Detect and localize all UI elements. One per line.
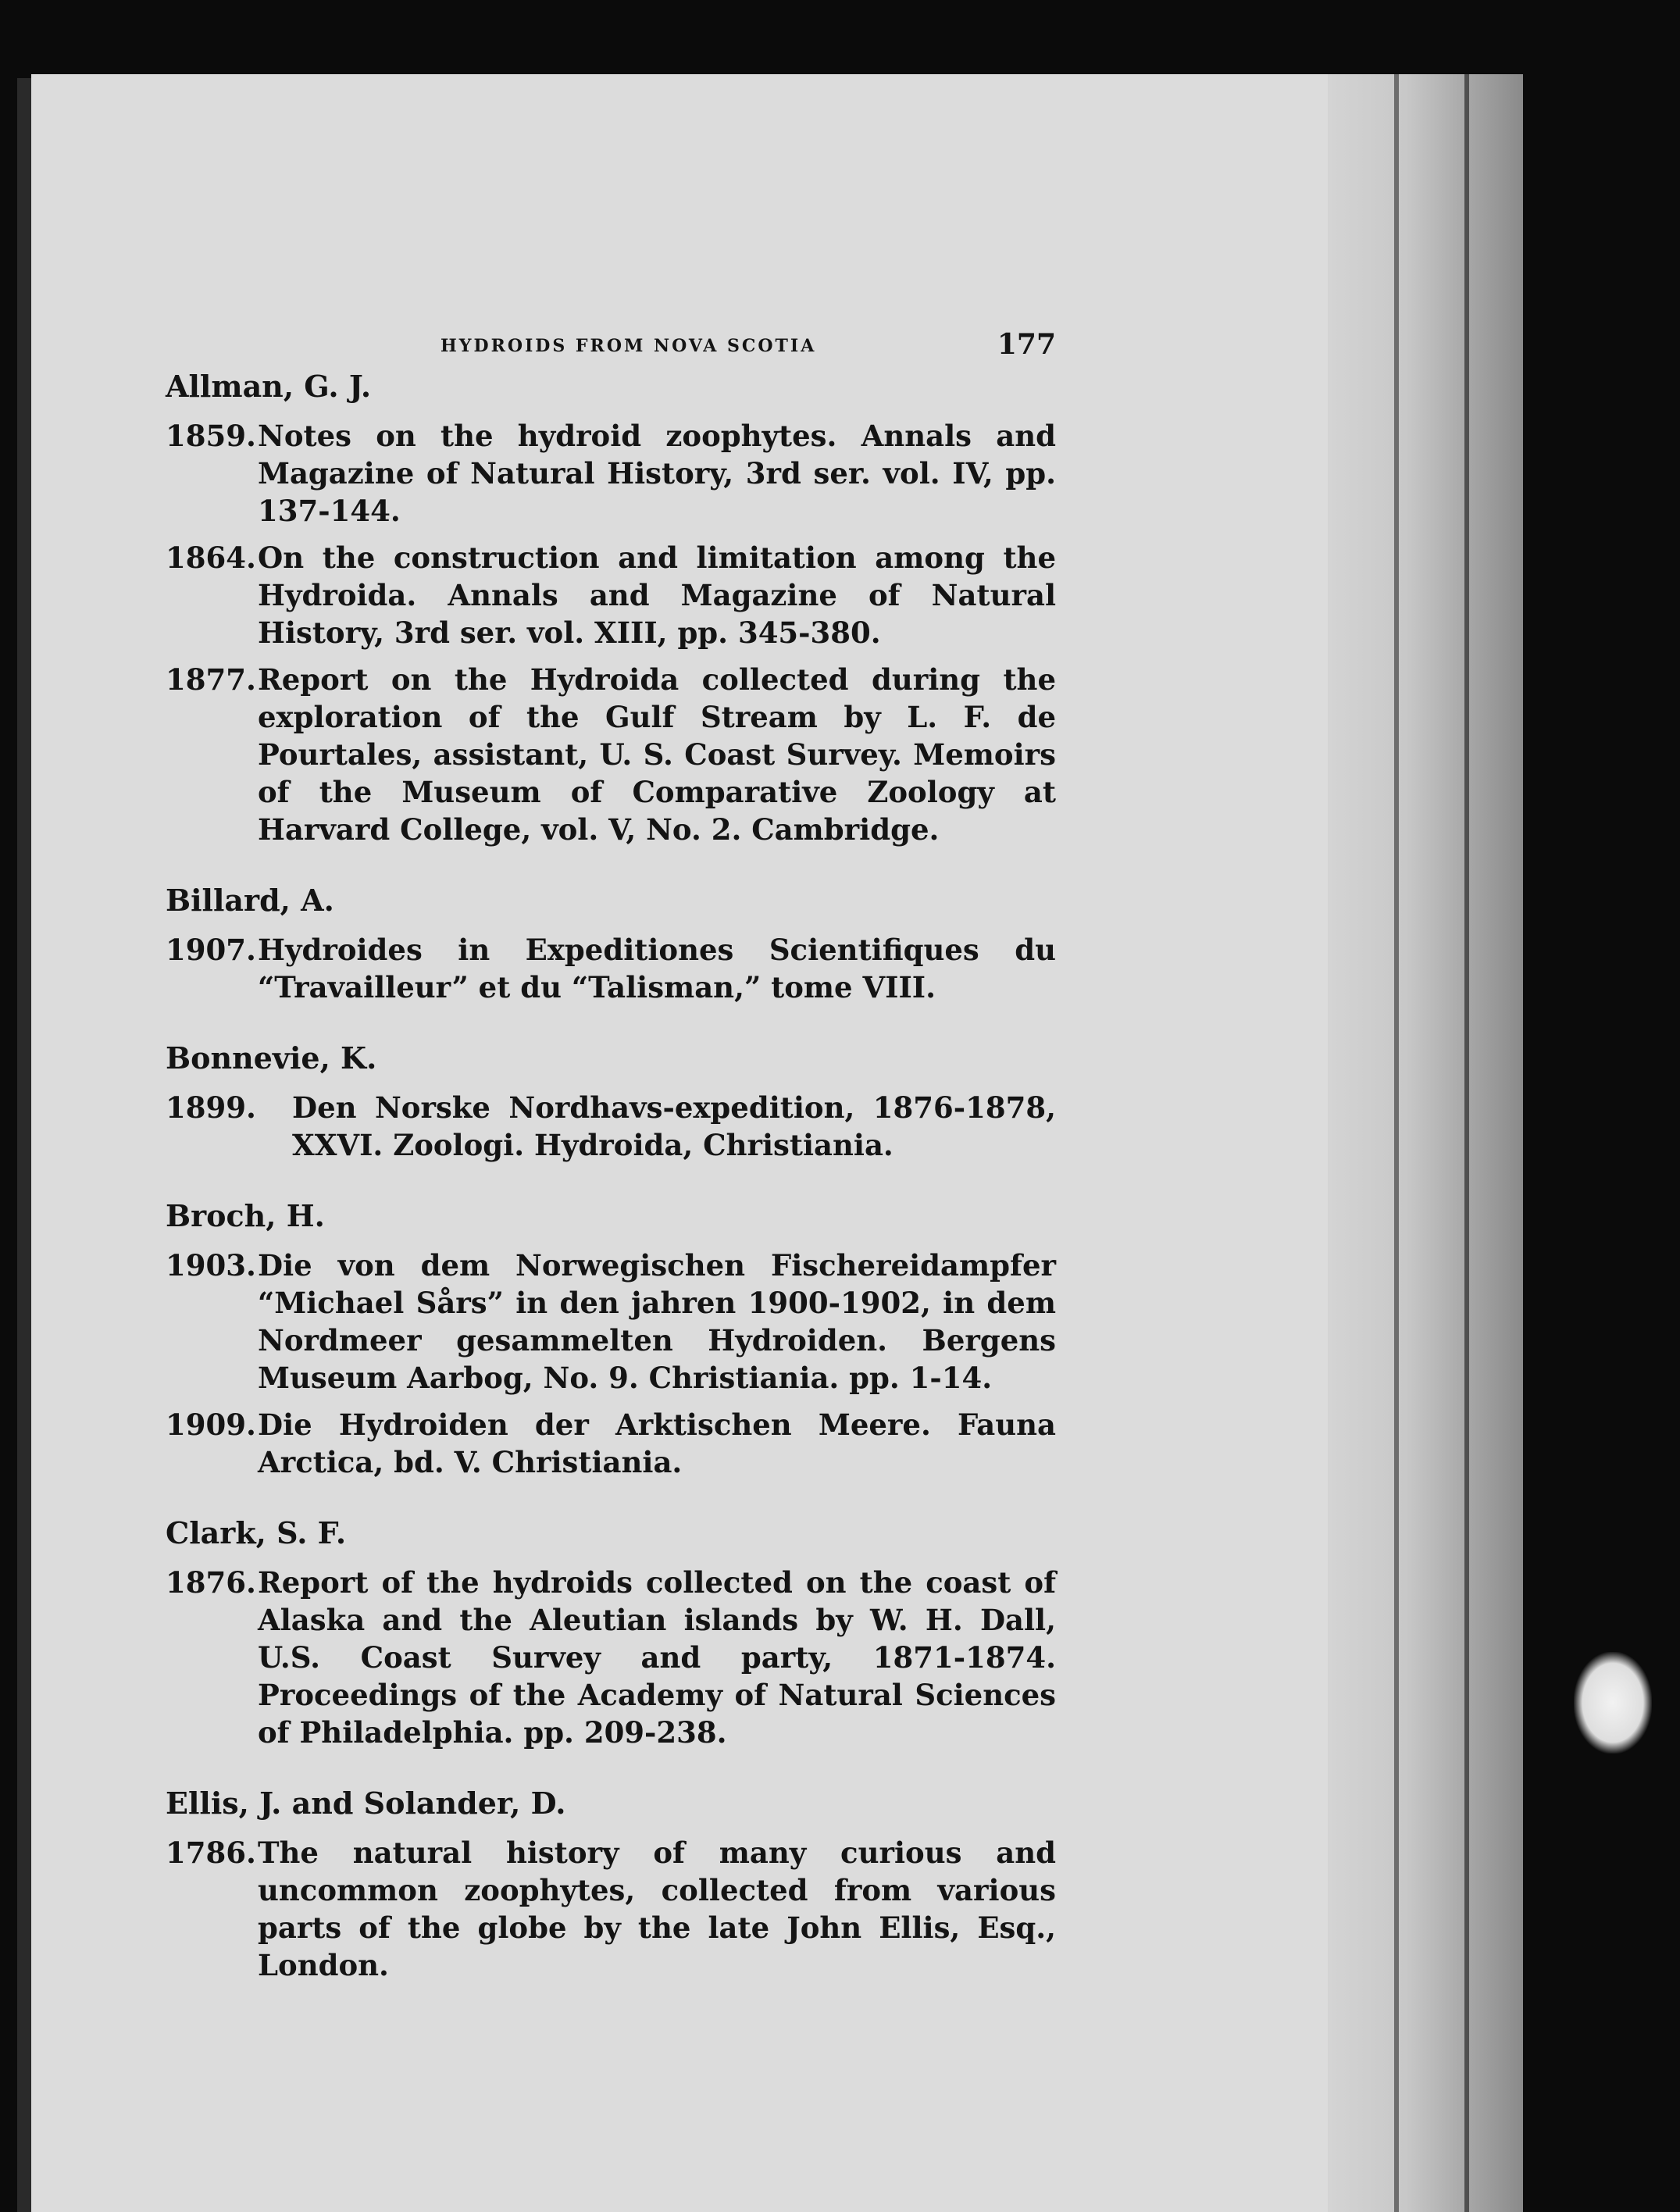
- entry-year: 1859.: [166, 419, 256, 453]
- bibliography-entry: [166, 1089, 1056, 1164]
- entry-year: 1903.: [166, 1248, 256, 1283]
- entry-year: 1877.: [166, 662, 256, 697]
- bibliography-group: [166, 1514, 1056, 1751]
- entry-year: 1907.: [166, 933, 256, 967]
- bibliography-group: [166, 881, 1056, 1006]
- edge-line: [1394, 74, 1399, 2212]
- entry-year: 1864.: [166, 541, 256, 575]
- paper-blemish: [1574, 1652, 1652, 1754]
- bibliography-entry: [166, 417, 1056, 530]
- entry-year: 1876.: [166, 1565, 256, 1600]
- page-edge-stack: [1328, 74, 1523, 2212]
- author-name: Billard, A.: [166, 883, 334, 918]
- page-content: [166, 328, 1056, 2017]
- author-name: Ellis, J. and Solander, D.: [166, 1786, 566, 1821]
- author-name: Bonnevie, K.: [166, 1040, 377, 1076]
- bibliography-entry: [166, 931, 1056, 1006]
- entry-text: Die Hydroiden der Arktischen Meere. Fauna Arctica, bd. V. Christiania.: [258, 1407, 1056, 1479]
- bibliography-group: [166, 367, 1056, 848]
- entry-text: Report on the Hydroida collected during the exploration of the Gulf Stream by L. F. de Pourtales, assistant, U. S. Coast Survey. Memoirs of the Museum of Comparative Zoology at Harvard College, vol. V, No. 2. Cambridge.: [258, 662, 1056, 847]
- bibliography-group: [166, 1197, 1056, 1481]
- entry-year: 1909.: [166, 1407, 256, 1442]
- author-name: Broch, H.: [166, 1198, 325, 1233]
- running-head: [166, 328, 1056, 367]
- entry-text: Report of the hydroids collected on the coast of Alaska and the Aleutian islands by W. H. Dall, U.S. Coast Survey and party, 1871-1874. Proceedings of the Academy of Natural Sciences of Philadelphia. pp. 209-238.: [258, 1565, 1056, 1750]
- author-name: Clark, S. F.: [166, 1515, 347, 1550]
- author-name: Allman, G. J.: [166, 369, 372, 404]
- entry-text: Notes on the hydroid zoophytes. Annals and Magazine of Natural History, 3rd ser. vol. IV, pp. 137-144.: [258, 419, 1056, 528]
- scan-binding-shadow: [17, 78, 33, 2212]
- entry-year: 1899.: [166, 1090, 256, 1125]
- bibliography-group: [166, 1039, 1056, 1164]
- entry-text: Die von dem Norwegischen Fischereidampfer “Michael Sårs” in den jahren 1900-1902, in dem Nordmeer gesammelten Hydroiden. Bergens Museum Aarbog, No. 9. Christiania. pp. 1-14.: [258, 1248, 1056, 1395]
- entry-text: On the construction and limitation among the Hydroida. Annals and Magazine of Natural History, 3rd ser. vol. XIII, pp. 345-380.: [258, 541, 1056, 650]
- bibliography-entry: [166, 1247, 1056, 1397]
- edge-line: [1464, 74, 1469, 2212]
- bibliography-entry: [166, 539, 1056, 651]
- entry-text: Den Norske Nordhavs-expedition, 1876-1878, XXVI. Zoologi. Hydroida, Christiania.: [292, 1090, 1056, 1162]
- page-number: 177: [997, 328, 1056, 361]
- entry-text: The natural history of many curious and uncommon zoophytes, collected from various parts of the globe by the late John Ellis, Esq., London.: [258, 1836, 1056, 1982]
- entry-text: Hydroides in Expeditiones Scientifiques du “Travailleur” et du “Talisman,” tome VIII.: [258, 933, 1056, 1004]
- bibliography-entry: [166, 661, 1056, 848]
- bibliography-entry: [166, 1406, 1056, 1481]
- entry-year: 1786.: [166, 1836, 256, 1870]
- bibliography-group: [166, 1784, 1056, 1984]
- bibliography-entry: [166, 1564, 1056, 1751]
- running-title: HYDROIDS FROM NOVA SCOTIA: [441, 336, 817, 356]
- bibliography-entry: [166, 1834, 1056, 1984]
